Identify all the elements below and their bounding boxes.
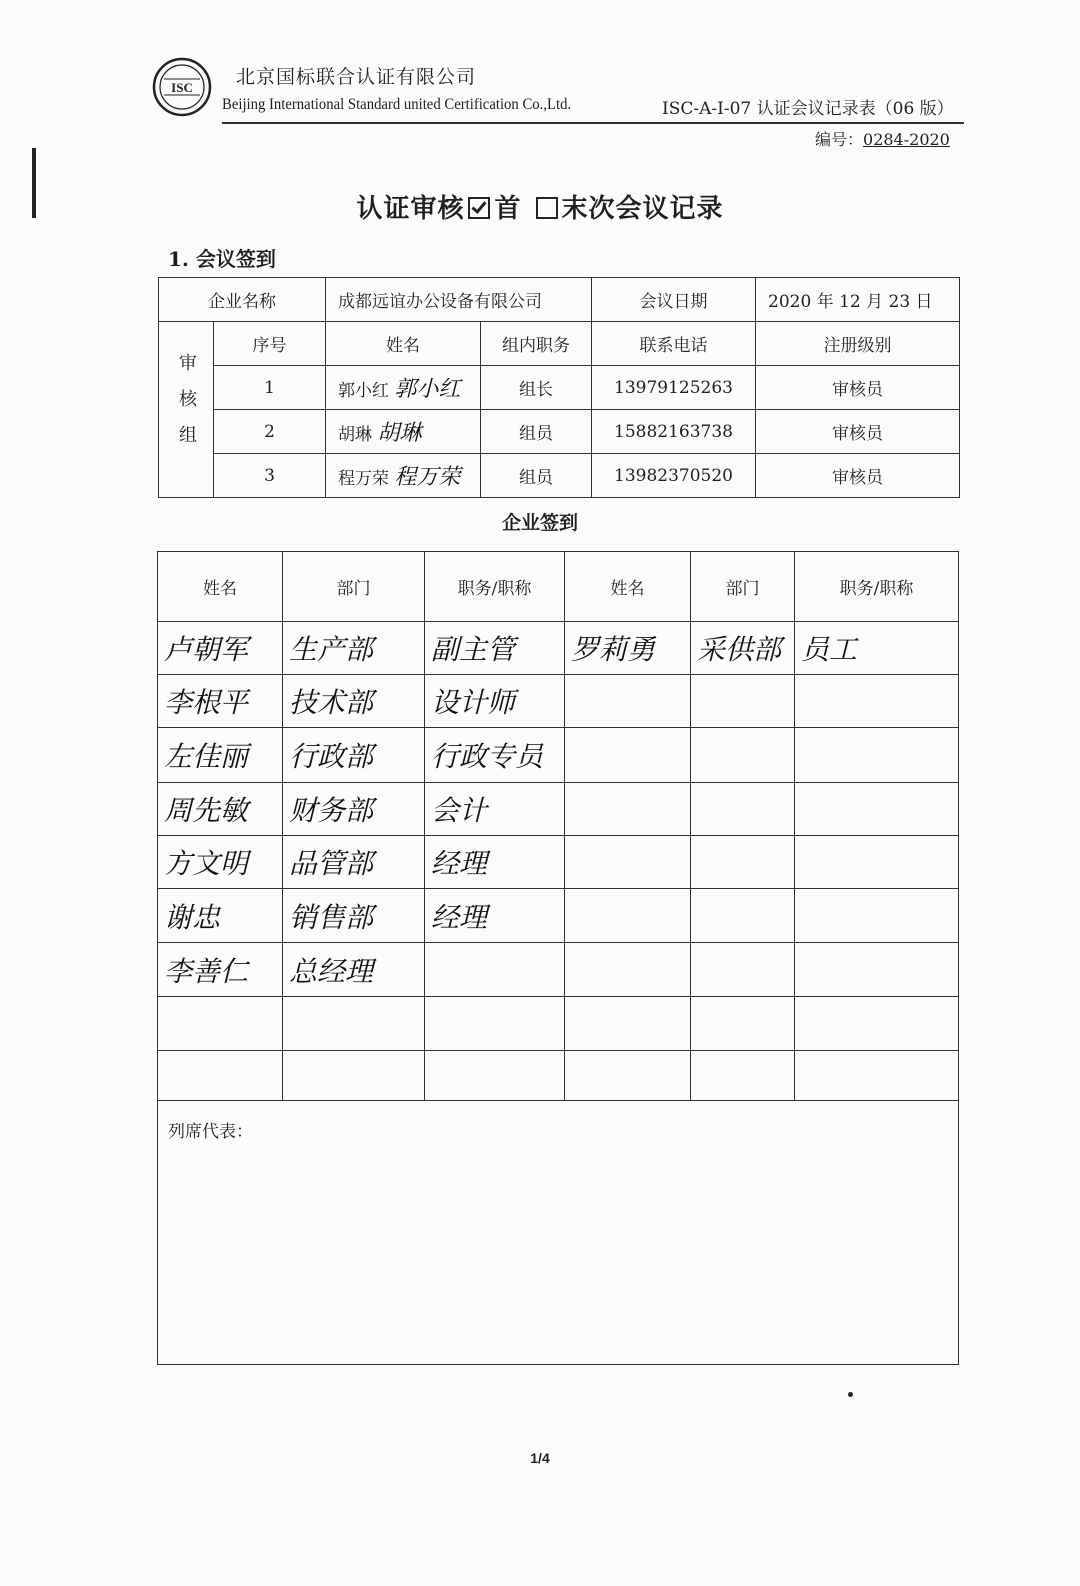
title-prefix: 认证审核 <box>356 194 465 224</box>
table-row <box>158 622 959 675</box>
header-level: 注册级别 <box>756 322 960 366</box>
company-name-en: Beijing International Standard united Certification Co.,Ltd. <box>222 96 572 113</box>
auditor-level: 审核员 <box>756 410 960 454</box>
signature-cell <box>691 728 795 783</box>
representative-row <box>158 1101 959 1365</box>
signature-cell <box>425 1051 565 1101</box>
signature-cell: 会计 <box>425 783 565 836</box>
auditor-name-cell <box>326 366 481 410</box>
signature-cell: 总经理 <box>283 943 425 997</box>
signature-cell <box>565 943 691 997</box>
auditor-signature: 胡琳 <box>377 421 422 446</box>
enterprise-header-row <box>158 552 959 622</box>
signature-cell <box>565 889 691 943</box>
signature-cell <box>691 675 795 728</box>
header-title: 职务/职称 <box>425 552 565 622</box>
header-name: 姓名 <box>326 322 481 366</box>
auditor-signature: 郭小红 <box>394 377 461 402</box>
table-row <box>158 1051 959 1101</box>
auditor-phone: 13982370520 <box>592 454 756 498</box>
signature-cell <box>425 997 565 1051</box>
table-row <box>158 728 959 783</box>
signature-cell: 行政专员 <box>425 728 565 783</box>
meeting-info-row <box>159 278 960 322</box>
signature-cell: 采供部 <box>691 622 795 675</box>
company-value: 成都远谊办公设备有限公司 <box>326 278 592 322</box>
signature-cell <box>795 889 959 943</box>
auditor-name: 胡琳 <box>338 425 372 445</box>
signature-cell <box>795 997 959 1051</box>
auditor-name-cell <box>326 454 481 498</box>
title-second: 末次会议记录 <box>561 194 724 224</box>
company-name-cn: 北京国标联合认证有限公司 <box>236 66 477 88</box>
table-row <box>158 889 959 943</box>
signature-cell <box>691 889 795 943</box>
signature-cell: 方文明 <box>158 836 283 889</box>
signature-cell <box>795 675 959 728</box>
signature-cell <box>565 675 691 728</box>
signature-cell <box>795 1051 959 1101</box>
audit-group-label: 审核组 <box>159 322 214 498</box>
signature-cell: 生产部 <box>283 622 425 675</box>
serial-label: 编号： <box>815 130 864 149</box>
header-name: 姓名 <box>565 552 691 622</box>
audit-table <box>158 277 960 498</box>
signature-cell <box>158 1051 283 1101</box>
signature-cell: 经理 <box>425 889 565 943</box>
signature-cell <box>158 997 283 1051</box>
page-number: 1/4 <box>530 1450 550 1466</box>
header-name: 姓名 <box>158 552 283 622</box>
table-row <box>158 783 959 836</box>
scan-dot <box>848 1392 853 1397</box>
auditor-no: 3 <box>214 454 326 498</box>
signature-cell: 技术部 <box>283 675 425 728</box>
signature-cell <box>565 1051 691 1101</box>
header-title: 职务/职称 <box>795 552 959 622</box>
signature-cell: 品管部 <box>283 836 425 889</box>
auditor-signature: 程万荣 <box>394 465 461 490</box>
auditor-level: 审核员 <box>756 366 960 410</box>
section-heading: 1. 会议签到 <box>168 247 276 271</box>
signature-cell <box>425 943 565 997</box>
auditor-no: 2 <box>214 410 326 454</box>
signature-cell: 左佳丽 <box>158 728 283 783</box>
auditor-name: 程万荣 <box>338 469 389 489</box>
signature-cell <box>691 1051 795 1101</box>
signature-cell <box>691 836 795 889</box>
signature-cell <box>795 943 959 997</box>
auditor-name-cell <box>326 410 481 454</box>
auditor-phone: 13979125263 <box>592 366 756 410</box>
header-role: 组内职务 <box>481 322 592 366</box>
signature-cell <box>565 997 691 1051</box>
signature-cell <box>565 836 691 889</box>
header-dept: 部门 <box>283 552 425 622</box>
header-phone: 联系电话 <box>592 322 756 366</box>
enterprise-table <box>157 551 959 1365</box>
header-rule <box>222 122 964 124</box>
signature-cell <box>691 997 795 1051</box>
auditor-no: 1 <box>214 366 326 410</box>
logo-text: ISC <box>171 80 193 95</box>
audit-header-row <box>159 322 960 366</box>
auditor-phone: 15882163738 <box>592 410 756 454</box>
first-meeting-checkbox[interactable] <box>468 197 490 219</box>
signature-cell: 行政部 <box>283 728 425 783</box>
signature-cell <box>795 783 959 836</box>
table-row <box>158 943 959 997</box>
table-row <box>158 997 959 1051</box>
signature-cell: 副主管 <box>425 622 565 675</box>
signature-cell: 卢朝军 <box>158 622 283 675</box>
auditor-name: 郭小红 <box>338 381 389 401</box>
signature-cell: 销售部 <box>283 889 425 943</box>
signature-cell: 周先敏 <box>158 783 283 836</box>
date-label: 会议日期 <box>592 278 756 322</box>
signature-cell <box>691 943 795 997</box>
signature-cell <box>565 783 691 836</box>
signature-cell: 罗莉勇 <box>565 622 691 675</box>
signature-cell: 设计师 <box>425 675 565 728</box>
signature-cell <box>795 836 959 889</box>
auditor-role: 组长 <box>481 366 592 410</box>
signature-cell <box>283 1051 425 1101</box>
page-title <box>0 188 1080 225</box>
isc-logo <box>152 57 212 117</box>
title-first: 首 <box>494 194 522 224</box>
signature-cell: 员工 <box>795 622 959 675</box>
table-row <box>158 675 959 728</box>
last-meeting-checkbox[interactable] <box>536 197 558 219</box>
header-no: 序号 <box>214 322 326 366</box>
auditor-level: 审核员 <box>756 454 960 498</box>
table-row <box>159 410 960 454</box>
representative-label: 列席代表： <box>168 1122 253 1142</box>
auditor-role: 组员 <box>481 454 592 498</box>
signature-cell: 谢忠 <box>158 889 283 943</box>
signature-cell: 李善仁 <box>158 943 283 997</box>
serial-value: 0284-2020 <box>863 130 950 149</box>
signature-cell <box>283 997 425 1051</box>
representative-cell <box>158 1101 959 1365</box>
serial-number <box>815 127 950 150</box>
auditor-role: 组员 <box>481 410 592 454</box>
table-row <box>159 366 960 410</box>
signature-cell: 经理 <box>425 836 565 889</box>
signature-cell <box>565 728 691 783</box>
table-row <box>158 836 959 889</box>
signature-cell: 财务部 <box>283 783 425 836</box>
signature-cell <box>691 783 795 836</box>
company-label: 企业名称 <box>159 278 326 322</box>
signature-cell: 李根平 <box>158 675 283 728</box>
form-code: ISC-A-I-07 认证会议记录表（06 版） <box>662 99 954 119</box>
enterprise-heading: 企业签到 <box>501 512 578 534</box>
table-row <box>159 454 960 498</box>
signature-cell <box>795 728 959 783</box>
date-value: 2020 年 12 月 23 日 <box>756 278 960 322</box>
header-dept: 部门 <box>691 552 795 622</box>
